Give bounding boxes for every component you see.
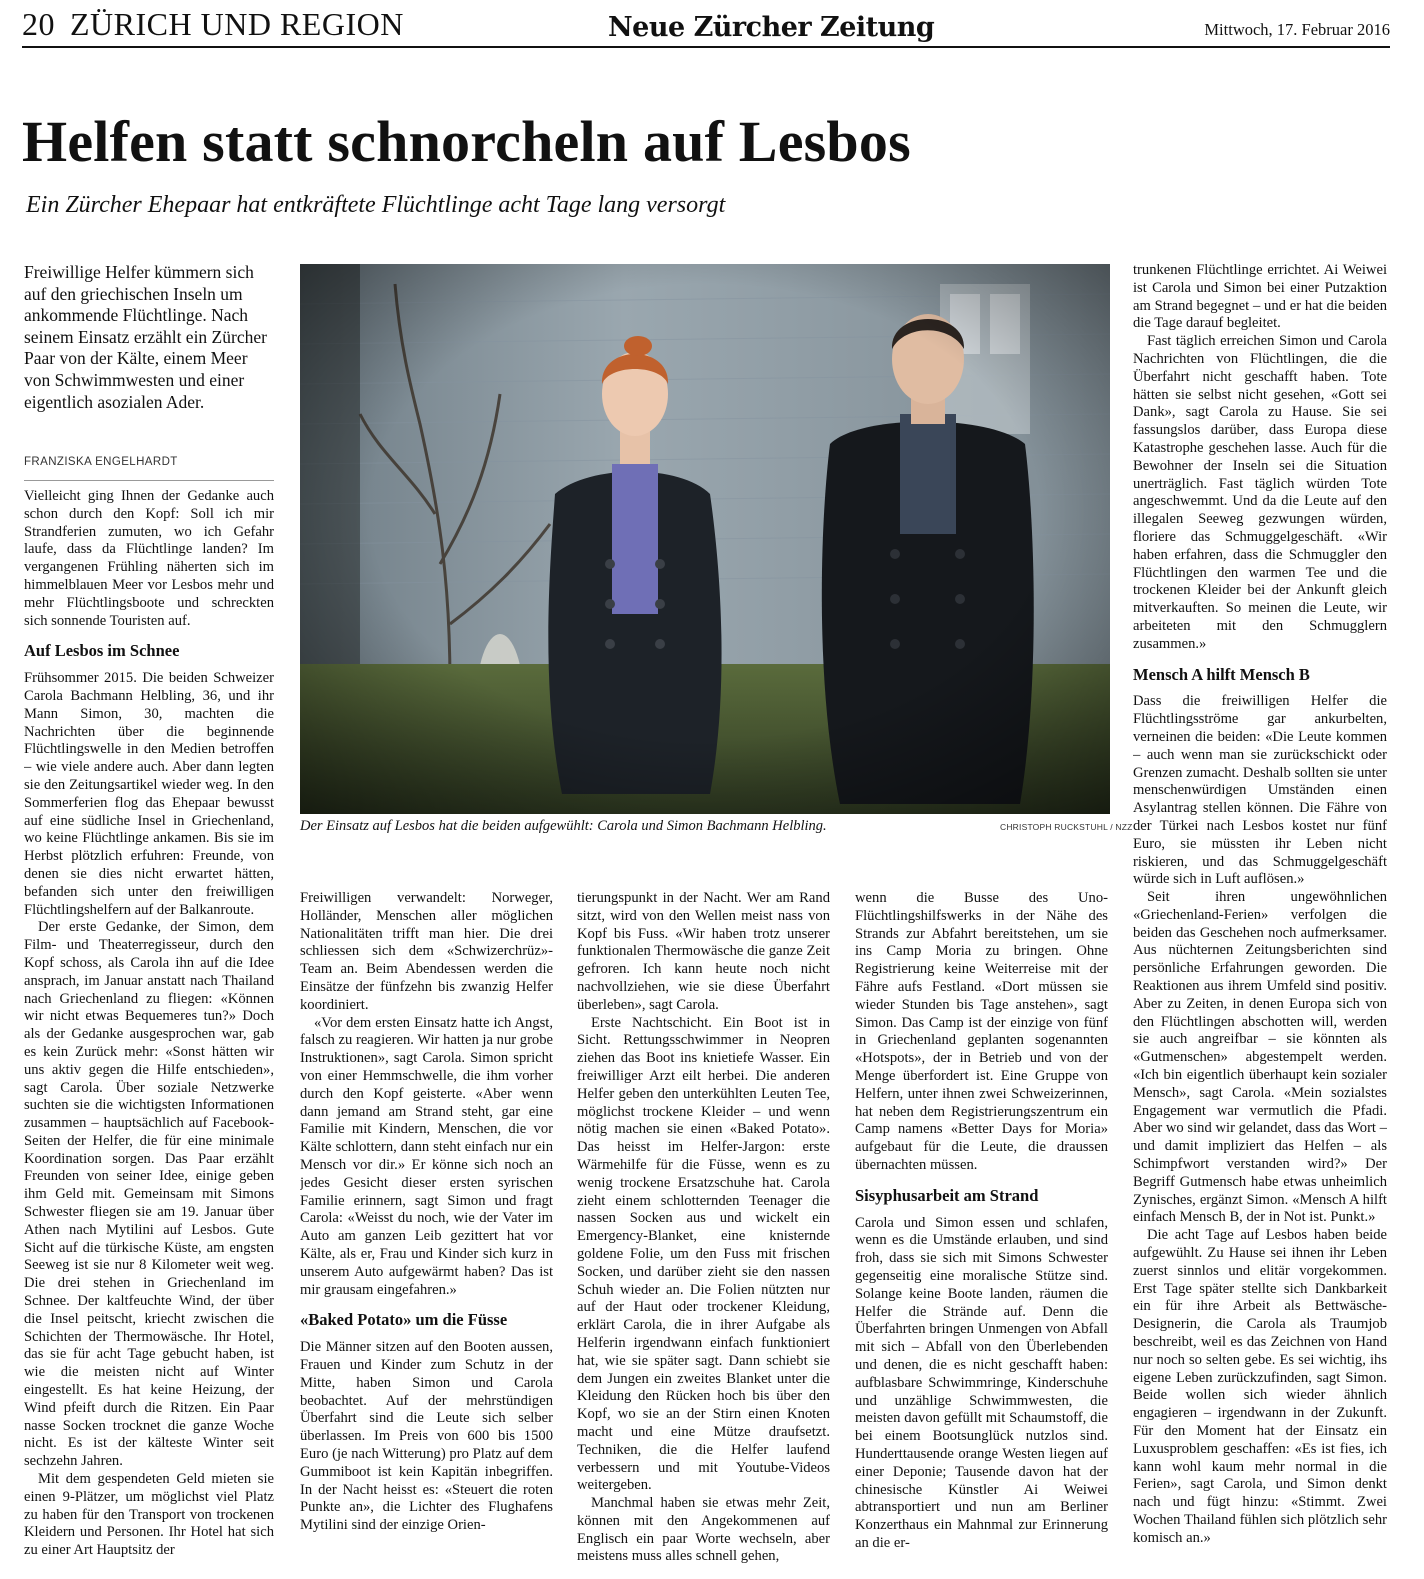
byline-rule <box>24 480 274 481</box>
text-column-3 <box>577 890 830 1570</box>
section-heading: «Baked Potato» um die Füsse <box>300 1310 508 1330</box>
paragraph: Dass die freiwilligen Helfer die Flüchtlingsströme gar ankurbelten, verneinen die beiden: «Die Leute kommen – auch wenn man sie zurückschickt oder Grenzen zumacht. Deshalb sollten sie unter menschenwürdigen Umständen einen Asylantrag stellen können. Die Fähre von der Türkei nach Lesbos kostet nur fünf Euro, sie müssten ihr Leben nicht riskieren, und das Schmuggelgeschäft würde sich in Luft auflösen.» <box>1133 693 1387 888</box>
section-heading: Sisyphusarbeit am Strand <box>855 1185 1039 1205</box>
text-column-5 <box>1133 262 1387 1568</box>
byline: FRANZISKA ENGELHARDT <box>24 456 178 468</box>
page-number: 20 <box>22 6 55 42</box>
text-column-2 <box>300 890 553 1570</box>
paragraph: Der erste Gedanke, der Simon, dem Film- und Theaterregisseur, durch den Kopf schoss, als Carola ihn auf die Idee ansprach, im Januar anstatt nach Thailand nach Griechenland zu fliegen: «Können wir nicht etwas Bequemeres tun?» Doch als der Gedanke ausgesprochen war, gab es kein Zurück mehr: «Sonst hätten wir uns aktiv gegen die Hilfe entschieden», sagt Carola. Über soziale Netzwerke suchten sie die wichtigsten Informationen zusammen – hauptsächlich auf Facebook-Seiten der Helfer, die für eine minimale Koordination sorgen. Das Paar erzählt Freunden von seiner Idee, einige geben ihm Geld mit. Gemeinsam mit Simons Schwester fliegen sie am 19. Januar über Athen nach Mytilini auf Lesbos. Gute Sicht auf die türkische Küste, am engsten Seeweg ist sie nur 8 Kilometer weit weg. Die drei stehen in Griechenland im Schnee. Der kaltfeuchte Wind, der über die Insel peitscht, kriecht zwischen die Schichten der Thermowäsche. Ihr Hotel, das sie für acht Tage gebucht haben, ist wie die meisten nicht auf Winter eingestellt. Es hat keine Heizung, der Wind pfeift durch die Ritzen. Ein Paar nasse Socken trocknet die ganze Woche nicht. Es ist der kälteste Winter seit sechzehn Jahren. <box>24 919 274 1470</box>
article-subheadline: Ein Zürcher Ehepaar hat entkräftete Flüchtlinge acht Tage lang versorgt <box>26 192 726 218</box>
section-heading: Mensch A hilft Mensch B <box>1133 664 1310 684</box>
newspaper-name: Neue Zürcher Zeitung <box>608 12 935 43</box>
paragraph: Frühsommer 2015. Die beiden Schweizer Carola Bachmann Helbling, 36, und ihr Mann Simon, 30, machten die Nachrichten über die beginnende Flüchtlingswelle in den Medien betroffen – wie viele andere auch. Aber dann legten sie den Zeitungsartikel wieder weg. In den Sommerferien flog das Ehepaar bewusst auf eine südliche Insel in Griechenland, wo keine Flüchtlinge ankamen. Bis sie im Herbst plötzlich erfuhren: Freunde, von denen sie dies nicht erwartet hätten, befanden sich unter den freiwilligen Flüchtlingshelfern auf der Balkanroute. <box>24 670 274 918</box>
section-heading: Auf Lesbos im Schnee <box>24 641 180 661</box>
header-rule <box>22 46 1390 48</box>
paragraph: Die Männer sitzen auf den Booten aussen, Frauen und Kinder zum Schutz in der Mitte, haben Simon und Carola beobachtet. Auf der mehrstündigen Überfahrt sind die Leute sich selber überlassen. Im Preis von 600 bis 1500 Euro (je nach Witterung) pro Platz auf dem Gummiboot ist kein Kapitän inbegriffen. In der Nacht heisst es: «Steuert die roten Punkte an», die Lichter des Flughafens Mytilini sind der einzige Orien- <box>300 1339 553 1534</box>
paragraph: Vielleicht ging Ihnen der Gedanke auch schon durch den Kopf: Soll ich mir Strandferien zumuten, wo ich Gefahr laufe, dass da Flüchtlinge landen? Im vergangenen Frühling näherten sich im himmelblauen Meer vor Lesbos mehr und mehr Flüchtlingsboote und schreckten sich sonnende Touristen auf. <box>24 488 274 629</box>
article-photo <box>300 264 1110 814</box>
paragraph: wenn die Busse des Uno-Flüchtlingshilfswerks in der Nähe des Strands zur Abfahrt bereitstehen, um sie ins Camp Moria zu bringen. Ohne Registrierung keine Weiterreise mit der Fähre aufs Festland. «Dort müssen sie wieder Stunden bis Tage anstehen», sagt Simon. Das Camp ist der einzige von fünf in Griechenland geplanten sogenannten «Hotspots», der in Betrieb und von der Menge überfordert ist. Eine Gruppe von Helfern, unter ihnen zwei Schweizerinnen, hat neben dem Registrierungszentrum ein Camp namens «Better Days for Moria» aufgebaut für die Leute, die draussen übernachten müssen. <box>855 890 1108 1173</box>
section-title: ZÜRICH UND REGION <box>70 6 404 42</box>
text-column-1 <box>24 488 274 1568</box>
lead-text: Freiwillige Helfer kümmern sich auf den griechischen Inseln um ankommende Flüchtlinge. Nach seinem Einsatz erzählt ein Zürcher Paar von der Kälte, einem Meer von Schwimmwesten und einer eigentlich asozialen Ader. <box>24 262 267 412</box>
paragraph: Mit dem gespendeten Geld mieten sie einen 9-Plätzer, um möglichst viel Platz zu haben für den Transport von trockenen Kleidern und Personen. Ihr Hotel hat sich zu einer Art Hauptsitz der <box>24 1471 274 1559</box>
paragraph: Seit ihren ungewöhnlichen «Griechenland-Ferien» verfolgen die beiden das Geschehen noch aufmerksamer. Aus nüchternen Zeitungsberichten sind persönliche Erfahrungen geworden. Die Reaktionen aus ihrem Umfeld sind positiv. Aber zu Zeiten, in denen Europa sich von den Flüchtlingen abschotten will, werden sie auch angreifbar – sie könnten als «Gutmenschen» abgestempelt werden. «Ich bin eigentlich überhaupt kein sozialer Mensch», sagt Carola. «Mein sozialstes Engagement war vermutlich die Pfadi. Aber wo sind wir gelandet, dass das Wort – und damit impliziert das Helfen – als Schimpfwort verstanden wird?» Der Begriff Gutmensch habe etwas unheimlich Zynisches, ergänzt Simon. «Mensch A hilft einfach Mensch B, der in Not ist. Punkt.» <box>1133 889 1387 1226</box>
paragraph: «Vor dem ersten Einsatz hatte ich Angst, falsch zu reagieren. Wir hatten ja nur grobe Instruktionen», sagt Carola. Simon spricht von einer Hemmschwelle, die ihm vorher durch den Kopf geisterte. «Aber wenn dann jemand am Strand steht, gar eine Familie mit Kindern, Menschen, die vor Kälte schlottern, dann steht einfach nur ein Mensch vor dir.» Er könne sich noch an jedes Gesicht dieser ersten syrischen Familie erinnern, sagt Simon und fragt Carola: «Weisst du noch, wie der Vater im Auto am ganzen Leib gezittert hat vor Kälte, als er, Frau und Kinder sich kurz in unserem Auto aufgewärmt haben? Das ist mir grausam eingefahren.» <box>300 1014 553 1298</box>
paragraph: Die acht Tage auf Lesbos haben beide aufgewühlt. Zu Hause sei ihnen ihr Leben zuerst sinnlos und elitär vorgekommen. Erst Tage später stellte sich Dankbarkeit ein für ihre Arbeit als Bettwäsche-Designerin, die Carola als Traumjob beschreibt, weil es das Zeichnen von Hand nur noch so selten gebe. Es sei wichtig, ihs eigene Leben zurückzufinden, sagt Simon. Beide wollen sich wieder ähnlich engagieren – irgendwann in der Zukunft. Für den Moment hat der Einsatz ein Luxusproblem geschaffen: «Es ist fies, ich kann wohl kaum mehr normal in die Ferien», sagt Carola, und Simon denkt nach und fügt hinzu: «Stimmt. Zwei Wochen Thailand fühlen sich plötzlich sehr komisch an.» <box>1133 1227 1387 1546</box>
article-lead <box>24 262 274 413</box>
photo-couple-illustration <box>300 264 1110 814</box>
paragraph: Fast täglich erreichen Simon und Carola Nachrichten von Flüchtlingen, die die Überfahrt nicht geschafft haben. Tote hätten sie selbst nicht gesehen, «Gott sei Dank», sagt Carola zu Hause. Sie sei fassungslos darüber, dass Europa diese Katastrophe geschehen lasse. Auch für die Bewohner der Inseln sei die Situation unerträglich. Fast täglich würden Tote angeschwemmt. Und da die Leute auf den illegalen Seeweg gezwungen würden, floriere das Schmuggelgeschäft. «Wir haben erfahren, dass die Schmuggler den Flüchtlingen den warmen Tee und die trockenen Kleider bei der Ankunft gleich mitverkauften. So meinen die Leute, wir arbeiteten mit den Schmugglern zusammen.» <box>1133 333 1387 652</box>
paragraph: Erste Nachtschicht. Ein Boot ist in Sicht. Rettungsschwimmer in Neopren ziehen das Boot ins knietiefe Wasser. Ein freiwilliger Arzt eilt herbei. Die anderen Helfer geben den unterkühlten Leuten Tee, möglichst trockene Kleider – und wenn nötig machen sie einen «Baked Potato». Das heisst im Helfer-Jargon: erste Wärmehilfe für die Füsse, wenn es zu wenig trockene Ersatzschuhe hat. Carola zieht einem schlotternden Teenager die nassen Socken aus und wickelt ein Emergency-Blanket, eine knisternde goldene Folie, um den Fuss mit frischen Socken, und darüber zieht sie den nassen Schuh wieder an. Die Folien nützten nur auf der Haut oder trockener Kleidung, erklärt Carola, die in ihrer Aufgabe als Helferin irgendwann einfach funktioniert hat, wie sie später sagt. Dann schiebt sie dem Jungen ein zweites Blanket unter die Kleidung den Rücken hoch bis über den Kopf, wo sie an der Stirn einen Knoten macht und eine Mütze draufsetzt. Techniken, die die Helfer laufend verbessern und mit Youtube-Videos weitergeben. <box>577 1014 830 1494</box>
photo-caption: Der Einsatz auf Lesbos hat die beiden aufgewühlt: Carola und Simon Bachmann Helbling. <box>300 818 827 834</box>
text-column-4 <box>855 890 1108 1570</box>
paragraph: Freiwilligen verwandelt: Norweger, Holländer, Menschen aller möglichen Nationalitäten trifft man hier. Die drei schliessen sich dem «Schwizerchrüz»-Team an. Beim Abendessen werden die Einsätze der fünfzehn bis zwanzig Helfer koordiniert. <box>300 890 553 1013</box>
paragraph: Carola und Simon essen und schlafen, wenn es die Umstände erlauben, und sind froh, dass sie sich mit Simons Schwester gegenseitig eine moralische Stütze sind. Solange keine Boote landen, räumen die Helfer die Strände auf. Denn die Überfahrten bringen Unmengen von Abfall mit sich – Abfall von den Überlebenden und denen, die es nicht geschafft haben: aufblasbare Schwimmringe, Kinderschuhe und unzählige Schwimmwesten, die meisten davon gefüllt mit Schaumstoff, die bei einem Bootsunglück nutzlos sind. Hunderttausende orange Westen liegen auf einer Deponie; Tausende davon hat der chinesische Künstler Ai Weiwei abtransportiert und nun am Berliner Konzerthaus ein Mahnmal zur Erinnerung an die er- <box>855 1214 1108 1551</box>
issue-date: Mittwoch, 17. Februar 2016 <box>1204 20 1390 39</box>
paragraph: tierungspunkt in der Nacht. Wer am Rand sitzt, wird von den Wellen meist nass von Kopf bis Fuss. «Wir haben trotz unserer funktionalen Thermowäsche die ganze Zeit gefroren. Ich kann heute noch nicht nachvollziehen, wie sie diese Überfahrt überleben», sagt Carola. <box>577 890 830 1013</box>
page-header <box>22 6 1390 46</box>
photo-credit: CHRISTOPH RUCKSTUHL / NZZ <box>1000 822 1133 832</box>
article-headline: Helfen statt schnorcheln auf Lesbos <box>22 109 911 174</box>
paragraph: trunkenen Flüchtlinge errichtet. Ai Weiwei ist Carola und Simon bei einer Putzaktion am Strand begegnet – und er hat die beiden die Tage darauf begleitet. <box>1133 262 1387 332</box>
paragraph: Manchmal haben sie etwas mehr Zeit, können mit den Angekommenen auf Englisch ein paar Worte wechseln, aber meistens muss alles schnell gehen, <box>577 1495 830 1565</box>
